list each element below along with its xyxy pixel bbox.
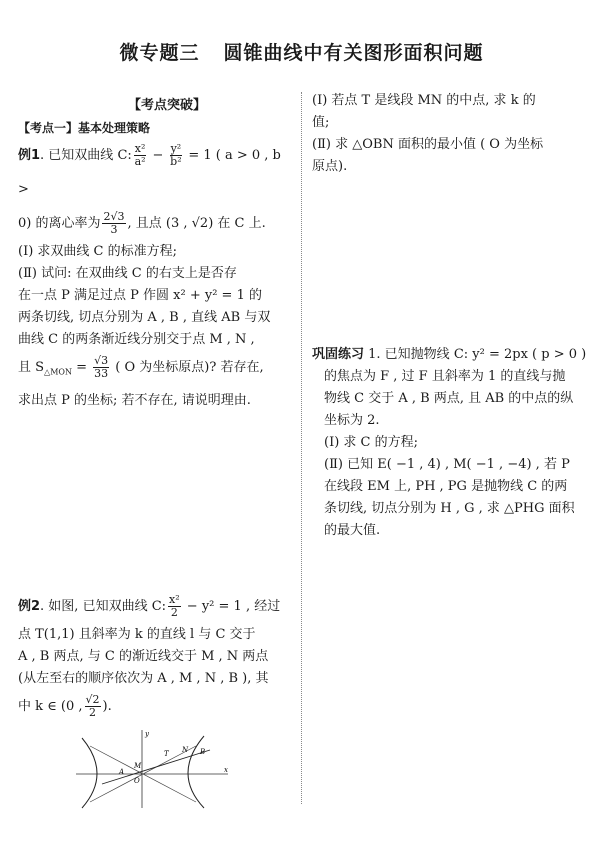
label-n: N	[182, 746, 189, 754]
fraction: $\frac{\text{y²}}{\text{b²}}$	[170, 142, 182, 168]
practice-label: 巩固练习	[312, 347, 365, 362]
ex2-line1: 例2. 如图, 已知双曲线 C: $\frac{\text{x²}}{2}$ − y² = 1 , 经过	[18, 593, 281, 619]
label-t: T	[164, 750, 169, 758]
ex1-label: 例1	[18, 148, 41, 163]
line-l	[102, 750, 210, 784]
ex1-q2-line6: 求出点 P 的坐标; 若不存在, 请说明理由.	[18, 392, 251, 408]
ex1-q2-line2: 在一点 P 满足过点 P 作圆 x² + y² = 1 的	[18, 288, 262, 303]
fraction: $\frac{√3}{33}$	[94, 354, 109, 380]
title-part-2: 圆锥曲线中有关图形面积问题	[223, 42, 484, 64]
label-y: y	[145, 730, 149, 738]
ex1-line2: 0) 的离心率为 $\frac{2√3}{3}$ , 且点 (3 , √2) 在 C 上.	[18, 210, 266, 236]
page-title	[0, 38, 603, 65]
ex2-line2: 点 T(1,1) 且斜率为 k 的直线 l 与 C 交于	[18, 627, 256, 642]
right-column	[312, 90, 588, 178]
ex2-line5: 中 k ∈ (0 , $\frac{√2}{2}$ ).	[18, 693, 112, 719]
practice-line3: 物线 C 交于 A , B 两点, 且 AB 的中点的纵	[324, 391, 574, 406]
practice-q2-line3: 条切线, 切点分别为 H , G , 求 △PHG 面积	[324, 501, 575, 516]
practice-line2: 的焦点为 F , 过 F 且斜率为 1 的直线与抛	[324, 369, 566, 384]
ex2-q1-line2: 值;	[312, 115, 330, 130]
practice-line1: 巩固练习 1. 已知抛物线 C: y² = 2px ( p > 0 )	[312, 347, 587, 362]
example-1	[18, 139, 286, 412]
label-o: O	[134, 777, 140, 785]
label-b: B	[200, 748, 206, 756]
label-x: x	[224, 766, 228, 774]
title-part-1: 微专题三	[119, 42, 200, 64]
ex1-q1: (Ⅰ) 求双曲线 C 的标准方程;	[18, 244, 178, 259]
ex2-q1-line1: (Ⅰ) 若点 T 是线段 MN 的中点, 求 k 的	[312, 93, 536, 108]
practice-q2-line2: 在线段 EM 上, PH , PG 是抛物线 C 的两	[324, 479, 568, 494]
ex2-line3: A , B 两点, 与 C 的渐近线交于 M , N 两点	[18, 649, 269, 664]
hyperbola-right-branch	[188, 736, 204, 808]
ex2-q2-line2: 原点).	[312, 159, 348, 174]
ex1-q2-line4: 曲线 C 的两条渐近线分别交于点 M , N ,	[18, 332, 255, 347]
ex2-line4: (从左至右的顺序依次为 A , M , N , B ), 其	[18, 671, 269, 686]
fraction: $\frac{2√3}{3}$	[103, 210, 125, 236]
ex1-q2-line1: (Ⅱ) 试问: 在双曲线 C 的右支上是否存	[18, 266, 237, 281]
label-a: A	[119, 768, 125, 776]
fraction: $\frac{\text{x²}}{2}$	[169, 593, 180, 619]
ex1-q2-line5: 且 $S_{\triangle MON}$ = $\frac{√3}{33}$ ( O 为坐标原点)? 若存在,	[18, 354, 264, 380]
ex1-line1: 例1. 已知双曲线 C: $\frac{\text{x²}}{\text{a²}}$ − $\frac{\text{y²}}{\text{b²}}$ = 1 ( a > 0 , b >	[18, 142, 281, 197]
practice-q2-line1: (Ⅱ) 已知 E( −1 , 4) , M( −1 , −4) , 若 P	[324, 457, 570, 472]
ex2-label: 例2	[18, 599, 41, 614]
example-2	[18, 590, 286, 724]
left-column	[18, 95, 286, 412]
ex1-q2-line3: 两条切线, 切点分别为 A , B , 直线 AB 与双	[18, 310, 271, 325]
practice-line4: 坐标为 2.	[324, 413, 380, 428]
practice-q2-line4: 的最大值.	[324, 523, 381, 538]
section-header: 【考点突破】	[127, 98, 206, 113]
practice-1	[312, 344, 588, 542]
fraction: $\frac{√2}{2}$	[85, 693, 100, 719]
ex2-q2-line1: (Ⅱ) 求 △OBN 面积的最小值 ( O 为坐标	[312, 137, 544, 152]
column-divider	[301, 92, 302, 804]
practice-q1: (Ⅰ) 求 C 的方程;	[324, 435, 419, 450]
point-header: 【考点一】基本处理策略	[18, 121, 151, 135]
hyperbola-figure	[72, 728, 232, 810]
fraction: $\frac{\text{x²}}{\text{a²}}$	[134, 142, 146, 168]
label-m: M	[134, 762, 142, 770]
